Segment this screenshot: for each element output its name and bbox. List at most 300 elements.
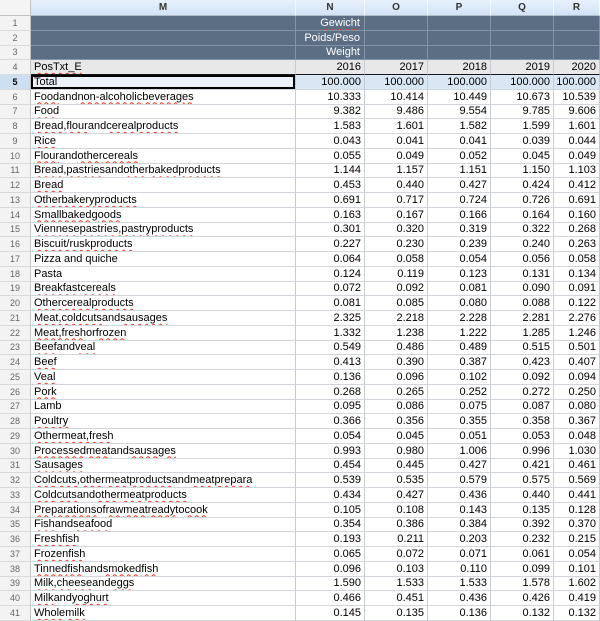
cell-value[interactable]: 1.533 bbox=[428, 577, 491, 592]
cell-value[interactable]: 1.238 bbox=[365, 326, 428, 341]
cell-value[interactable]: 0.043 bbox=[296, 134, 365, 149]
cell-row-label[interactable] bbox=[31, 562, 296, 577]
cell-value[interactable]: 0.044 bbox=[554, 134, 600, 149]
cell-value[interactable]: 0.071 bbox=[428, 547, 491, 562]
cell-value[interactable]: 1.599 bbox=[491, 119, 554, 134]
cell-value[interactable]: 0.058 bbox=[365, 252, 428, 267]
cell-row-label[interactable] bbox=[31, 355, 296, 370]
cell-value[interactable]: 0.086 bbox=[365, 400, 428, 415]
cell-value[interactable]: 9.785 bbox=[491, 105, 554, 120]
cell-value[interactable]: 0.355 bbox=[428, 414, 491, 429]
cell-value[interactable]: 0.486 bbox=[365, 341, 428, 356]
cell-row-label[interactable] bbox=[31, 473, 296, 488]
cell-value[interactable]: 1.103 bbox=[554, 164, 600, 179]
row-number-15[interactable]: 15 bbox=[0, 223, 31, 238]
cell-value[interactable]: 0.135 bbox=[491, 503, 554, 518]
misspelled-word: other bbox=[95, 488, 121, 501]
cell-value[interactable]: 0.072 bbox=[296, 282, 365, 297]
column-header-Q[interactable]: Q bbox=[491, 0, 554, 16]
cell-value[interactable]: 0.091 bbox=[554, 282, 600, 297]
cell-row-label[interactable] bbox=[31, 341, 296, 356]
column-header-R[interactable]: R bbox=[554, 0, 600, 16]
cell-value[interactable]: 0.370 bbox=[554, 518, 600, 533]
cell-row-label[interactable] bbox=[31, 326, 296, 341]
cell-value[interactable]: 0.131 bbox=[491, 267, 554, 282]
cell-title-band[interactable] bbox=[554, 31, 600, 46]
cell-value[interactable]: 0.451 bbox=[365, 591, 428, 606]
cell-value[interactable]: 0.501 bbox=[554, 341, 600, 356]
cell-value[interactable]: 0.461 bbox=[554, 459, 600, 474]
cell-value[interactable]: 0.051 bbox=[428, 429, 491, 444]
row-number-37[interactable]: 37 bbox=[0, 547, 31, 562]
cell-value[interactable]: 0.453 bbox=[296, 178, 365, 193]
cell-value[interactable]: 0.427 bbox=[428, 459, 491, 474]
row-number-10[interactable]: 10 bbox=[0, 149, 31, 164]
cell-value[interactable]: 0.549 bbox=[296, 341, 365, 356]
cell-value[interactable]: 0.052 bbox=[428, 149, 491, 164]
cell-field-name[interactable] bbox=[31, 60, 296, 75]
cell-value[interactable]: 1.332 bbox=[296, 326, 365, 341]
cell-value[interactable]: 0.252 bbox=[428, 385, 491, 400]
cell-value[interactable]: 0.094 bbox=[554, 370, 600, 385]
misspelled-word: frozen bbox=[95, 326, 127, 339]
cell-value[interactable]: 0.996 bbox=[491, 444, 554, 459]
cell-row-label[interactable]: Pasta bbox=[31, 267, 296, 282]
cell-row-label[interactable] bbox=[31, 444, 296, 459]
cell-value[interactable]: 0.272 bbox=[491, 385, 554, 400]
cell-value[interactable]: 0.366 bbox=[296, 414, 365, 429]
cell-value[interactable]: 0.095 bbox=[296, 400, 365, 415]
cell-value[interactable]: 0.101 bbox=[554, 562, 600, 577]
cell-value[interactable]: 100.000 bbox=[296, 75, 365, 90]
cell-value[interactable]: 0.575 bbox=[491, 473, 554, 488]
cell-title-band[interactable] bbox=[554, 46, 600, 61]
cell-value[interactable]: 9.486 bbox=[365, 105, 428, 120]
row-number-36[interactable]: 36 bbox=[0, 532, 31, 547]
cell-value[interactable]: 0.049 bbox=[554, 149, 600, 164]
cell-value[interactable]: 0.319 bbox=[428, 223, 491, 238]
cell-value[interactable]: 1.582 bbox=[428, 119, 491, 134]
cell-value[interactable]: 0.054 bbox=[428, 252, 491, 267]
cell-value[interactable]: 0.041 bbox=[365, 134, 428, 149]
cell-value[interactable]: 0.691 bbox=[554, 193, 600, 208]
cell-row-label[interactable] bbox=[31, 606, 296, 621]
cell-value[interactable]: 0.134 bbox=[554, 267, 600, 282]
cell-value[interactable]: 0.136 bbox=[296, 370, 365, 385]
cell-title-band[interactable] bbox=[365, 46, 428, 61]
cell-title-band[interactable] bbox=[365, 31, 428, 46]
cell-row-label[interactable] bbox=[31, 237, 296, 252]
cell-value[interactable]: 0.441 bbox=[554, 488, 600, 503]
cell-value[interactable]: 0.096 bbox=[296, 562, 365, 577]
cell-year-header[interactable]: 2018 bbox=[428, 60, 491, 75]
cell-value[interactable]: 0.167 bbox=[365, 208, 428, 223]
row-number-40[interactable]: 40 bbox=[0, 591, 31, 606]
row-number-14[interactable]: 14 bbox=[0, 208, 31, 223]
cell-value[interactable]: 1.150 bbox=[491, 164, 554, 179]
misspelled-word: PosTxt_E bbox=[34, 61, 82, 74]
cell-value[interactable]: 0.072 bbox=[365, 547, 428, 562]
cell-value[interactable]: 0.128 bbox=[554, 503, 600, 518]
cell-title-band-label-1[interactable] bbox=[296, 16, 365, 31]
cell-value[interactable]: 1.006 bbox=[428, 444, 491, 459]
row-number-26[interactable]: 26 bbox=[0, 385, 31, 400]
cell-value[interactable]: 0.132 bbox=[491, 606, 554, 621]
row-number-6[interactable]: 6 bbox=[0, 90, 31, 105]
row-number-8[interactable]: 8 bbox=[0, 119, 31, 134]
cell-row-label[interactable] bbox=[31, 149, 296, 164]
cell-value[interactable]: 0.193 bbox=[296, 532, 365, 547]
cell-value[interactable]: 0.123 bbox=[428, 267, 491, 282]
cell-value[interactable]: 0.539 bbox=[296, 473, 365, 488]
row-number-18[interactable]: 18 bbox=[0, 267, 31, 282]
cell-value[interactable]: 0.387 bbox=[428, 355, 491, 370]
misspelled-word: baked bbox=[61, 208, 92, 221]
cell-row-label[interactable] bbox=[31, 178, 296, 193]
cell-value[interactable]: 9.554 bbox=[428, 105, 491, 120]
cell-value[interactable]: 1.285 bbox=[491, 326, 554, 341]
cell-value[interactable]: 100.000 bbox=[554, 75, 600, 90]
cell-row-label[interactable] bbox=[31, 370, 296, 385]
cell-row-label[interactable] bbox=[31, 503, 296, 518]
cell-value[interactable]: 1.601 bbox=[365, 119, 428, 134]
cell-title-band-label-3[interactable]: Weight bbox=[296, 46, 365, 61]
cell-title-band-m3[interactable] bbox=[31, 46, 296, 61]
row-number-34[interactable]: 34 bbox=[0, 503, 31, 518]
cell-value[interactable]: 0.358 bbox=[491, 414, 554, 429]
row-number-32[interactable]: 32 bbox=[0, 473, 31, 488]
cell-value[interactable]: 100.000 bbox=[491, 75, 554, 90]
cell-value[interactable]: 0.092 bbox=[491, 370, 554, 385]
cell-value[interactable]: 0.440 bbox=[491, 488, 554, 503]
misspelled-word: non-alcoholic bbox=[77, 90, 143, 103]
cell-value[interactable]: 0.064 bbox=[296, 252, 365, 267]
cell-row-label[interactable] bbox=[31, 311, 296, 326]
cell-value[interactable]: 0.691 bbox=[296, 193, 365, 208]
cell-value[interactable]: 100.000 bbox=[428, 75, 491, 90]
cell-value[interactable]: 0.103 bbox=[365, 562, 428, 577]
row-number-17[interactable]: 17 bbox=[0, 252, 31, 267]
cell-value[interactable]: 0.053 bbox=[491, 429, 554, 444]
cell-value[interactable]: 0.065 bbox=[296, 547, 365, 562]
row-number-2[interactable]: 2 bbox=[0, 31, 31, 46]
row-number-31[interactable]: 31 bbox=[0, 459, 31, 474]
cell-row-label[interactable] bbox=[31, 591, 296, 606]
cell-title-band[interactable] bbox=[365, 16, 428, 31]
cell-row-label[interactable] bbox=[31, 532, 296, 547]
cell-value[interactable]: 0.211 bbox=[365, 532, 428, 547]
cell-value[interactable]: 0.080 bbox=[554, 400, 600, 415]
cell-value[interactable]: 0.132 bbox=[554, 606, 600, 621]
cell-value[interactable]: 0.039 bbox=[491, 134, 554, 149]
cell-value[interactable]: 9.382 bbox=[296, 105, 365, 120]
cell-value[interactable]: 0.390 bbox=[365, 355, 428, 370]
cell-row-label[interactable] bbox=[31, 414, 296, 429]
cell-title-band-m1[interactable] bbox=[31, 16, 296, 31]
row-number-24[interactable]: 24 bbox=[0, 355, 31, 370]
cell-value[interactable]: 0.163 bbox=[296, 208, 365, 223]
cell-row-label[interactable] bbox=[31, 488, 296, 503]
cell-value[interactable]: 0.239 bbox=[428, 237, 491, 252]
cell-row-label[interactable] bbox=[31, 547, 296, 562]
cell-row-label[interactable] bbox=[31, 193, 296, 208]
cell-value[interactable]: 0.240 bbox=[491, 237, 554, 252]
row-number-12[interactable]: 12 bbox=[0, 178, 31, 193]
cell-value[interactable]: 0.055 bbox=[296, 149, 365, 164]
cell-value[interactable]: 0.061 bbox=[491, 547, 554, 562]
cell-value[interactable]: 1.602 bbox=[554, 577, 600, 592]
cell-value[interactable]: 0.392 bbox=[491, 518, 554, 533]
cell-value[interactable]: 0.263 bbox=[554, 237, 600, 252]
column-header-O[interactable]: O bbox=[365, 0, 428, 16]
cell-value[interactable]: 0.075 bbox=[428, 400, 491, 415]
row-number-39[interactable]: 39 bbox=[0, 577, 31, 592]
cell-title-band-m2[interactable] bbox=[31, 31, 296, 46]
cell-value[interactable]: 0.434 bbox=[296, 488, 365, 503]
cell-value[interactable]: 0.143 bbox=[428, 503, 491, 518]
cell-value[interactable]: 0.145 bbox=[296, 606, 365, 621]
cell-value[interactable]: 0.045 bbox=[491, 149, 554, 164]
cell-value[interactable]: 2.228 bbox=[428, 311, 491, 326]
cell-value[interactable]: 0.993 bbox=[296, 444, 365, 459]
cell-value[interactable]: 0.056 bbox=[491, 252, 554, 267]
cell-value[interactable]: 0.717 bbox=[365, 193, 428, 208]
cell-row-label[interactable]: Pizza and quiche bbox=[31, 252, 296, 267]
cell-value[interactable]: 2.276 bbox=[554, 311, 600, 326]
cell-value[interactable]: 0.105 bbox=[296, 503, 365, 518]
cell-value[interactable]: 0.232 bbox=[491, 532, 554, 547]
cell-value[interactable]: 1.030 bbox=[554, 444, 600, 459]
cell-value[interactable]: 0.354 bbox=[296, 518, 365, 533]
cell-value[interactable]: 0.980 bbox=[365, 444, 428, 459]
cell-value[interactable]: 0.227 bbox=[296, 237, 365, 252]
cell-value[interactable]: 0.058 bbox=[554, 252, 600, 267]
cell-row-label[interactable] bbox=[31, 105, 296, 120]
cell-value[interactable]: 0.080 bbox=[428, 296, 491, 311]
cell-value[interactable]: 0.122 bbox=[554, 296, 600, 311]
row-number-11[interactable]: 11 bbox=[0, 164, 31, 179]
cell-value[interactable]: 0.454 bbox=[296, 459, 365, 474]
cell-value[interactable]: 0.268 bbox=[554, 223, 600, 238]
row-number-21[interactable]: 21 bbox=[0, 311, 31, 326]
cell-title-band[interactable] bbox=[554, 16, 600, 31]
cell-value[interactable]: 0.090 bbox=[491, 282, 554, 297]
row-number-16[interactable]: 16 bbox=[0, 237, 31, 252]
row-number-1[interactable]: 1 bbox=[0, 16, 31, 31]
cell-value[interactable]: 0.419 bbox=[554, 591, 600, 606]
cell-row-label[interactable] bbox=[31, 208, 296, 223]
cell-year-header[interactable]: 2017 bbox=[365, 60, 428, 75]
row-number-41[interactable]: 41 bbox=[0, 606, 31, 621]
cell-row-label[interactable] bbox=[31, 518, 296, 533]
cell-value[interactable]: 0.320 bbox=[365, 223, 428, 238]
cell-value[interactable]: 0.160 bbox=[554, 208, 600, 223]
cell-value[interactable]: 0.085 bbox=[365, 296, 428, 311]
cell-row-label[interactable] bbox=[31, 385, 296, 400]
cell-value[interactable]: 0.049 bbox=[365, 149, 428, 164]
cell-row-label[interactable] bbox=[31, 296, 296, 311]
cell-value[interactable]: 0.356 bbox=[365, 414, 428, 429]
cell-value[interactable]: 0.088 bbox=[491, 296, 554, 311]
cell-value[interactable]: 1.578 bbox=[491, 577, 554, 592]
cell-value[interactable]: 0.099 bbox=[491, 562, 554, 577]
cell-value[interactable]: 0.384 bbox=[428, 518, 491, 533]
cell-row-label[interactable] bbox=[31, 164, 296, 179]
cell-value[interactable]: 0.515 bbox=[491, 341, 554, 356]
cell-row-label[interactable] bbox=[31, 282, 296, 297]
cell-value[interactable]: 0.136 bbox=[428, 606, 491, 621]
cell-value[interactable]: 0.102 bbox=[428, 370, 491, 385]
cell-value[interactable]: 0.250 bbox=[554, 385, 600, 400]
cell-value[interactable]: 0.424 bbox=[491, 178, 554, 193]
cell-value[interactable]: 10.414 bbox=[365, 90, 428, 105]
row-number-20[interactable]: 20 bbox=[0, 296, 31, 311]
cell-value[interactable]: 0.110 bbox=[428, 562, 491, 577]
cell-value[interactable]: 0.054 bbox=[554, 547, 600, 562]
row-number-29[interactable]: 29 bbox=[0, 429, 31, 444]
cell-value[interactable]: 0.427 bbox=[428, 178, 491, 193]
cell-value[interactable]: 0.421 bbox=[491, 459, 554, 474]
cell-value[interactable]: 0.436 bbox=[428, 488, 491, 503]
cell-value[interactable]: 10.449 bbox=[428, 90, 491, 105]
row-number-27[interactable]: 27 bbox=[0, 400, 31, 415]
cell-value[interactable]: 0.535 bbox=[365, 473, 428, 488]
cell-year-header[interactable]: 2019 bbox=[491, 60, 554, 75]
cell-row-label[interactable]: Total bbox=[31, 75, 296, 90]
cell-value[interactable]: 10.333 bbox=[296, 90, 365, 105]
cell-title-band[interactable] bbox=[428, 16, 491, 31]
cell-value[interactable]: 0.081 bbox=[296, 296, 365, 311]
cell-value[interactable]: 10.539 bbox=[554, 90, 600, 105]
cell-value[interactable]: 0.412 bbox=[554, 178, 600, 193]
cell-row-label[interactable] bbox=[31, 223, 296, 238]
cell-row-label[interactable] bbox=[31, 119, 296, 134]
cell-value[interactable]: 2.281 bbox=[491, 311, 554, 326]
row-number-9[interactable]: 9 bbox=[0, 134, 31, 149]
cell-title-band[interactable] bbox=[491, 16, 554, 31]
cell-value[interactable]: 0.407 bbox=[554, 355, 600, 370]
misspelled-word: Veal bbox=[34, 370, 56, 383]
cell-year-header[interactable]: 2016 bbox=[296, 60, 365, 75]
cell-value[interactable]: 1.151 bbox=[428, 164, 491, 179]
row-number-35[interactable]: 35 bbox=[0, 518, 31, 533]
cell-value[interactable]: 100.000 bbox=[365, 75, 428, 90]
cell-value[interactable]: 0.048 bbox=[554, 429, 600, 444]
cell-title-band[interactable] bbox=[428, 31, 491, 46]
cell-value[interactable]: 1.533 bbox=[365, 577, 428, 592]
cell-value[interactable]: 2.325 bbox=[296, 311, 365, 326]
row-number-33[interactable]: 33 bbox=[0, 488, 31, 503]
column-header-M[interactable]: M bbox=[31, 0, 296, 16]
select-all-corner[interactable] bbox=[0, 0, 31, 16]
cell-value[interactable]: 0.413 bbox=[296, 355, 365, 370]
cell-value[interactable]: 0.081 bbox=[428, 282, 491, 297]
cell-title-band-label-2[interactable]: Poids/Peso bbox=[296, 31, 365, 46]
row-number-30[interactable]: 30 bbox=[0, 444, 31, 459]
row-number-19[interactable]: 19 bbox=[0, 282, 31, 297]
cell-value[interactable]: 0.041 bbox=[428, 134, 491, 149]
cell-value[interactable]: 1.157 bbox=[365, 164, 428, 179]
cell-value[interactable]: 0.445 bbox=[365, 459, 428, 474]
cell-value[interactable]: 0.569 bbox=[554, 473, 600, 488]
cell-value[interactable]: 0.166 bbox=[428, 208, 491, 223]
cell-value[interactable]: 1.601 bbox=[554, 119, 600, 134]
cell-row-label[interactable] bbox=[31, 134, 296, 149]
cell-value[interactable]: 10.673 bbox=[491, 90, 554, 105]
cell-value[interactable]: 0.135 bbox=[365, 606, 428, 621]
cell-value[interactable]: 0.427 bbox=[365, 488, 428, 503]
cell-value[interactable]: 0.108 bbox=[365, 503, 428, 518]
cell-value[interactable]: 0.724 bbox=[428, 193, 491, 208]
cell-value[interactable]: 0.215 bbox=[554, 532, 600, 547]
cell-value[interactable]: 0.096 bbox=[365, 370, 428, 385]
row-number-4[interactable]: 4 bbox=[0, 60, 31, 75]
cell-value[interactable]: 0.203 bbox=[428, 532, 491, 547]
row-number-7[interactable]: 7 bbox=[0, 105, 31, 120]
cell-value[interactable]: 1.222 bbox=[428, 326, 491, 341]
cell-value[interactable]: 0.466 bbox=[296, 591, 365, 606]
row-number-25[interactable]: 25 bbox=[0, 370, 31, 385]
cell-value[interactable]: 0.489 bbox=[428, 341, 491, 356]
cell-value[interactable]: 0.426 bbox=[491, 591, 554, 606]
cell-value[interactable]: 0.268 bbox=[296, 385, 365, 400]
cell-row-label[interactable] bbox=[31, 459, 296, 474]
column-header-P[interactable]: P bbox=[428, 0, 491, 16]
cell-title-band[interactable] bbox=[491, 46, 554, 61]
cell-row-label[interactable] bbox=[31, 429, 296, 444]
cell-value[interactable]: 0.367 bbox=[554, 414, 600, 429]
cell-value[interactable]: 0.045 bbox=[365, 429, 428, 444]
cell-value[interactable]: 0.119 bbox=[365, 267, 428, 282]
row-number-13[interactable]: 13 bbox=[0, 193, 31, 208]
cell-value[interactable]: 0.230 bbox=[365, 237, 428, 252]
cell-value[interactable]: 0.436 bbox=[428, 591, 491, 606]
cell-value[interactable]: 0.440 bbox=[365, 178, 428, 193]
cell-year-header[interactable]: 2020 bbox=[554, 60, 600, 75]
cell-value[interactable]: 0.164 bbox=[491, 208, 554, 223]
cell-value[interactable]: 1.583 bbox=[296, 119, 365, 134]
cell-value[interactable]: 0.579 bbox=[428, 473, 491, 488]
cell-row-label[interactable] bbox=[31, 90, 296, 105]
cell-value[interactable]: 0.386 bbox=[365, 518, 428, 533]
cell-value[interactable]: 0.423 bbox=[491, 355, 554, 370]
row-number-3[interactable]: 3 bbox=[0, 46, 31, 61]
cell-value[interactable]: 0.124 bbox=[296, 267, 365, 282]
cell-value[interactable]: 0.092 bbox=[365, 282, 428, 297]
row-number-22[interactable]: 22 bbox=[0, 326, 31, 341]
cell-value[interactable]: 0.322 bbox=[491, 223, 554, 238]
cell-value[interactable]: 1.246 bbox=[554, 326, 600, 341]
column-header-N[interactable]: N bbox=[296, 0, 365, 16]
row-number-5[interactable]: 5 bbox=[0, 75, 31, 90]
row-number-23[interactable]: 23 bbox=[0, 341, 31, 356]
cell-row-label[interactable] bbox=[31, 577, 296, 592]
cell-title-band[interactable] bbox=[491, 31, 554, 46]
row-number-28[interactable]: 28 bbox=[0, 414, 31, 429]
cell-value[interactable]: 1.144 bbox=[296, 164, 365, 179]
cell-value[interactable]: 9.606 bbox=[554, 105, 600, 120]
cell-value[interactable]: 0.265 bbox=[365, 385, 428, 400]
cell-value[interactable]: 0.087 bbox=[491, 400, 554, 415]
row-number-38[interactable]: 38 bbox=[0, 562, 31, 577]
cell-value[interactable]: 0.054 bbox=[296, 429, 365, 444]
cell-row-label[interactable]: Lamb bbox=[31, 400, 296, 415]
cell-value[interactable]: 1.590 bbox=[296, 577, 365, 592]
cell-value[interactable]: 2.218 bbox=[365, 311, 428, 326]
cell-value[interactable]: 0.726 bbox=[491, 193, 554, 208]
cell-title-band[interactable] bbox=[428, 46, 491, 61]
cell-value[interactable]: 0.301 bbox=[296, 223, 365, 238]
